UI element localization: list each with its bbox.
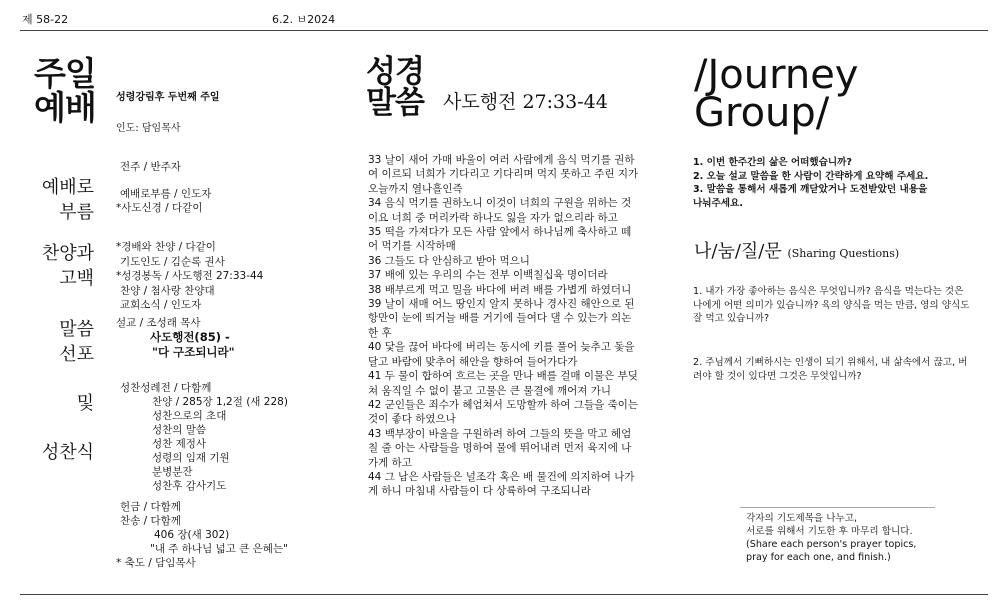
- communion-invitation: 성찬으로의 초대: [152, 410, 227, 422]
- section-and: 및: [76, 393, 94, 414]
- sharing-question-1: 1. 내가 가장 좋아하는 음식은 무엇입니까? 음식을 먹는다는 것은 나에게 어떤 의미가 있습니까? 육의 양식을 먹는 만큼, 영의 양식도 잘 먹고 있습니까?: [693, 286, 970, 324]
- communion-epiclesis: 성령의 임재 기원: [152, 452, 230, 464]
- bible-reference: 사도행전 27:33-44: [443, 91, 608, 113]
- section-communion: 성찬식: [41, 442, 94, 463]
- journey-group-title: /Journey Group/: [694, 52, 859, 136]
- top-rule: [20, 30, 988, 31]
- order-call: 예배로부름 / 인도자: [120, 188, 212, 200]
- order-offering: 헌금 / 다함께: [120, 501, 181, 513]
- communion-institution: 성찬 제정사: [152, 438, 207, 450]
- issue-date: 6.2. ㅂ2024: [272, 13, 336, 26]
- sermon-title-2: "다 구조되니라": [152, 345, 235, 359]
- worship-title: 주일 예배: [34, 54, 96, 127]
- sharing-questions-heading: [694, 237, 899, 263]
- order-creed: *사도신경 / 다같이: [116, 202, 203, 214]
- order-sermon: 설교 / 조성래 목사: [116, 317, 201, 329]
- order-hymn: 찬송 / 다함께: [120, 515, 181, 527]
- hymn-number: 406 장(새 302): [154, 529, 230, 541]
- worship-leader: 인도: 담임목사: [116, 123, 181, 134]
- bible-title: 성경 말씀: [366, 54, 424, 121]
- bible-verses: 33 날이 새어 가매 바울이 여러 사람에게 음식 먹기를 권하여 이르되 너희가 기다리고 기다리며 먹지 못하고 주린 지가 오늘까지 열나흘인즉 34 음식 먹기를 권하노니 이것이 너희의 구원을 위하는 것이요 너희 중 머리카락 하나도 잃을 자가 없으리라 하고 35 떡을 가져다가 모든 사람 앞에서 하나님께 축사하고 떼어 먹기를 시작하매 36 그들도 다 안심하고 받아 먹으니 37 배에 있는 우리의 수는 전부 이백칠십육 명이더라 38 배부르게 먹고 밀을 바다에 버려 배를 가볍게 하였더니 39 날이 새매 어느 땅인지 알지 못하나 경사진 해안으로 된 항만이 눈에 띄거늘 배를 거기에 들여다 댈 수 있는가 의논한 후 40 닻을 끊어 바다에 버리는 동시에 키를 풀어 늦추고 돛을 달고 바람에 맞추어 해안을 향하여 들어가다가 41 두 물이 합하여 흐르는 곳을 만나 배를 걸매 이물은 부딪쳐 움직일 수 없이 붙고 고물은 큰 물결에 깨어져 가니 42 군인들은 죄수가 헤엄쳐서 도망할까 하여 그들을 죽이는 것이 좋다 하였으나 43 백부장이 바울을 구원하려 하여 그들의 뜻을 막고 헤엄칠 줄 아는 사람들을 명하여 물에 뛰어내려 먼저 육지에 나가게 하고 44 그 남은 사람들은 널조각 혹은 배 물건에 의지하여 나가게 하니 마침내 사람들이 다 상륙하여 구조되니라: [368, 154, 639, 498]
- sharing-question-2: 2. 주님께서 기뻐하시는 인생이 되기 위해서, 내 삶속에서 끊고, 버려야 할 것이 있다면 그것은 무엇입니까?: [693, 357, 968, 382]
- order-reading: *성경봉독 / 사도행전 27:33-44: [116, 270, 264, 282]
- sharing-title: 나/눔/질/문: [694, 241, 782, 262]
- order-news: 교회소식 / 인도자: [120, 299, 202, 311]
- order-communion: 성찬성례전 / 다함께: [120, 382, 212, 394]
- journey-questions: 1. 이번 한주간의 삶은 어떠했습니까? 2. 오늘 설교 말씀을 한 사람이 간략하게 요약해 주세요. 3. 말씀을 통해서 새롭게 깨닫았거나 도전받았던 내용을 나눠주세요.: [693, 157, 929, 209]
- prayer-divider: [740, 507, 935, 508]
- order-praise: *경배와 찬양 / 다같이: [116, 241, 216, 253]
- section-word-proclamation: 말씀 선포: [59, 319, 94, 365]
- order-prayer: 기도인도 / 김순록 권사: [120, 256, 225, 268]
- communion-distribution: 분병분잔: [152, 466, 193, 478]
- section-praise-confession: 찬양과 고백: [41, 243, 94, 289]
- sharing-subtitle: (Sharing Questions): [787, 247, 900, 260]
- communion-word: 성찬의 말씀: [152, 424, 207, 436]
- sermon-title-1: 사도행전(85) -: [150, 330, 230, 344]
- prayer-instructions: 각자의 기도제목을 나누고, 서로를 위해서 기도한 후 마무리 합니다. (Share each person's prayer topics, pray for each one, and finish.): [746, 513, 917, 563]
- order-benediction: * 축도 / 담임목사: [116, 557, 196, 569]
- section-call-to-worship: 예배로 부름: [41, 177, 94, 223]
- bottom-rule: [20, 594, 988, 595]
- communion-hymn: 찬양 / 285장 1,2절 (새 228): [152, 396, 288, 408]
- order-prelude: 전주 / 반주자: [120, 161, 181, 173]
- communion-thanksgiving: 성찬후 감사기도: [152, 480, 227, 492]
- hymn-title: "내 주 하나님 넓고 큰 은혜는": [150, 543, 288, 555]
- issue-number: 제 58-22: [22, 13, 69, 26]
- order-choir: 찬양 / 첨사랑 찬양대: [120, 285, 215, 297]
- worship-subtitle: 성령강림후 두번째 주일: [116, 92, 220, 103]
